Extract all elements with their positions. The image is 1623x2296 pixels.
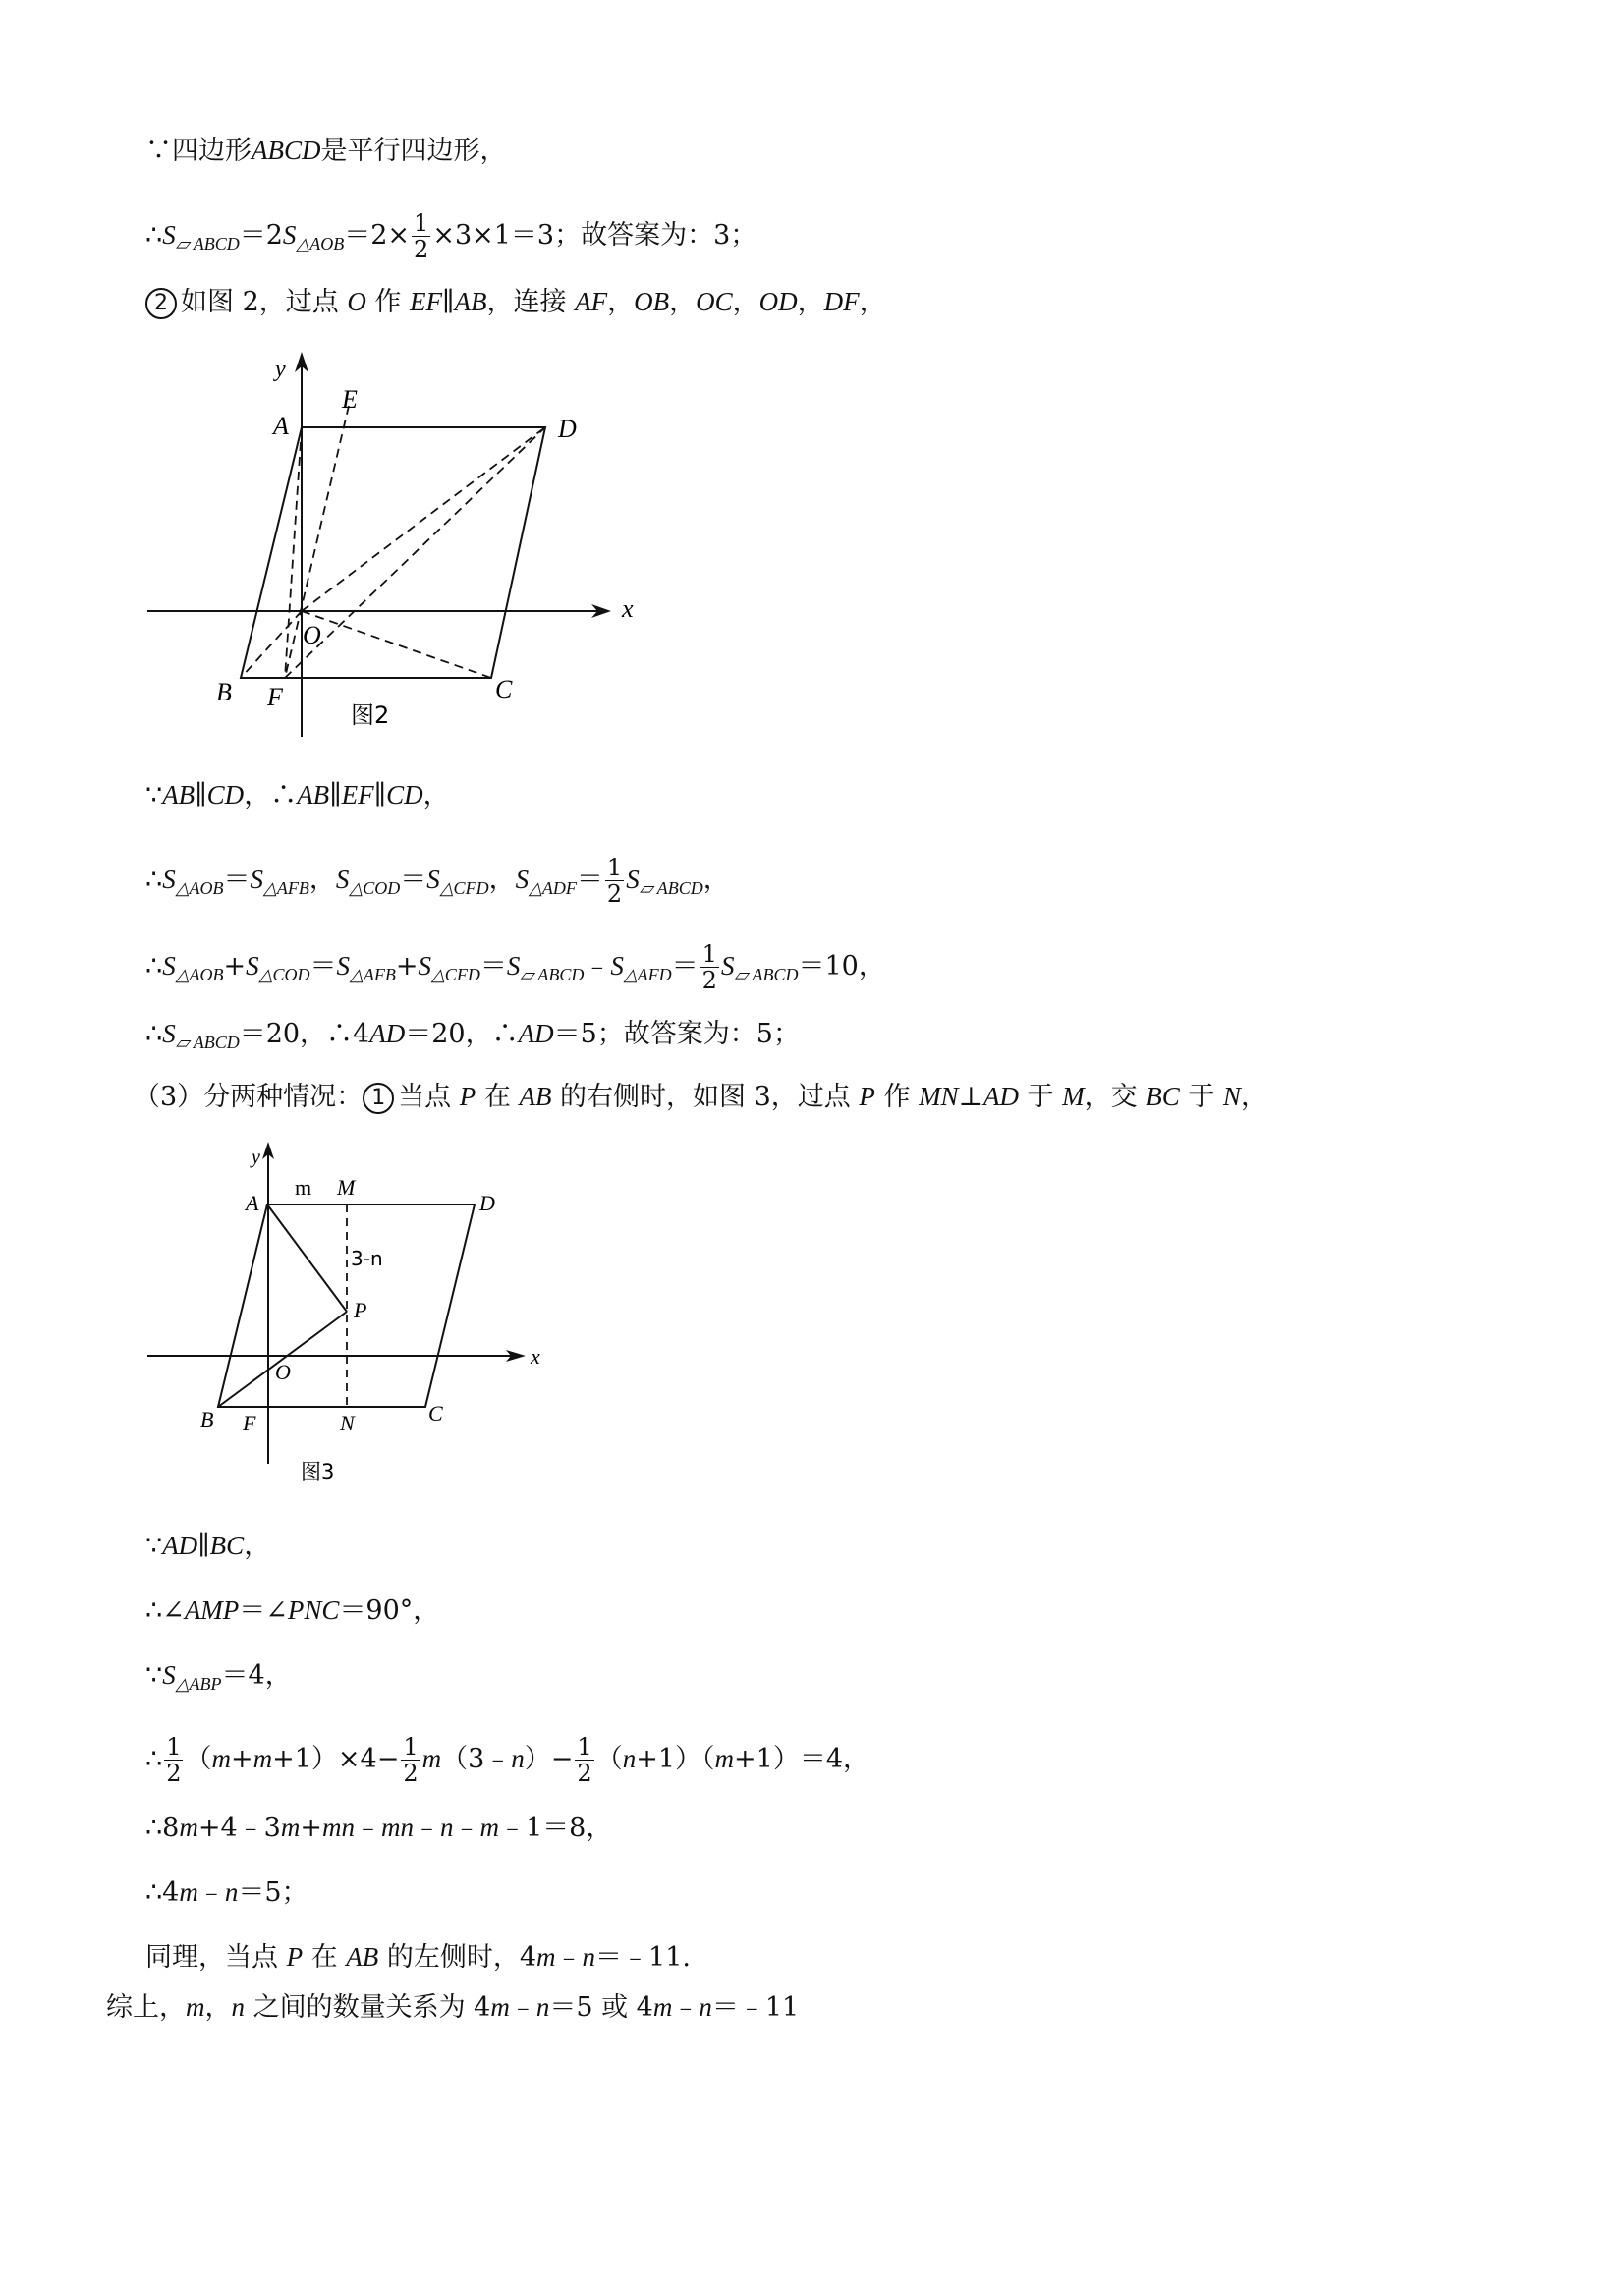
fig3-label-M: M — [337, 1175, 356, 1200]
fig2-label-B: B — [216, 678, 232, 706]
text-line-8: （3）分两种情况： 1 当点 P 在 AB 的右侧时，如图 3，过点 P 作 MN⊥AD 于 M，交 BC 于 N， — [134, 1082, 1267, 1112]
fig3-label-y: y — [252, 1147, 260, 1168]
text-line-7: $\therefore S_{▱ ABCD}=20$，∴4AD＝20，∴AD＝5；故答案为：5； — [145, 1019, 800, 1052]
fig2-label-x: x — [622, 594, 634, 623]
fig2-label-F: F — [267, 683, 283, 711]
fig2-label-C: C — [495, 675, 513, 703]
fig2-label-A: A — [273, 412, 289, 440]
text-line-6: $\therefore S_{\triangle AOB}+S_{\triangle COD}=S_{\triangle AFB}+S_{\triangle CFD}=S_{▱ ABCD}﹣S_{\triangle AFD}=$ $\frac{1}{2}$ $S_{▱ ABCD}=10$， — [145, 940, 885, 994]
text-line-15: 同理，当点 P 在 AB 的左侧时，4m﹣n＝﹣11. — [145, 1942, 691, 1973]
fig3-label-D: D — [479, 1191, 495, 1215]
text-line-12: ∴ $\frac{1}{2}$ （m+m+1）×4− $\frac{1}{2}$ m（3﹣n）− $\frac{1}{2}$ （n+1）（m+1）＝4， — [145, 1733, 869, 1787]
fig3-label-B: B — [200, 1407, 214, 1431]
fig3-label-N: N — [340, 1411, 355, 1435]
text-line-14: ∴4m﹣n＝5； — [145, 1877, 308, 1908]
fig3-label-O: O — [275, 1360, 291, 1384]
text-line-9: ∵AD∥BC， — [145, 1531, 271, 1561]
text-line-4: ∵AB∥CD，∴AB∥EF∥CD， — [145, 780, 450, 811]
figure-2 — [147, 349, 648, 742]
fig2-label-O: O — [303, 621, 321, 649]
fig3-label-A: A — [246, 1191, 259, 1215]
fig3-label-x: x — [531, 1344, 540, 1369]
text-line-10: ∴∠AMP＝∠PNC＝90°， — [145, 1596, 440, 1626]
fig3-label-P: P — [354, 1298, 367, 1322]
fig2-label-E: E — [342, 385, 358, 414]
fig2-label-y: y — [275, 357, 286, 382]
text-line-1: ∵四边形ABCD是平行四边形， — [145, 136, 507, 166]
figure-3 — [147, 1140, 560, 1493]
text-line-11: $\because S_{\triangle ABP}=4$， — [145, 1660, 292, 1694]
text-line-5: $\therefore S_{\triangle AOB}=S_{\triangle AFB}$，$S_{\triangle COD}=S_{\triangle CFD}$，$S_{\triangle ADF}=$ $\frac{1}{2}$ $S_{▱ ABCD}$， — [145, 854, 730, 908]
text-line-3: 2 如图 2，过点 O 作 EF∥AB，连接 AF，OB，OC，OD，DF， — [145, 285, 886, 319]
fig3-label-F: F — [243, 1411, 256, 1435]
fig2-caption: 图2 — [351, 701, 390, 729]
fig3-label-m: m — [295, 1175, 312, 1200]
fig3-caption: 图3 — [301, 1460, 335, 1484]
text-line-16: 综上，m，n 之间的数量关系为 4m﹣n＝5 或 4m﹣n＝﹣11 — [106, 1992, 800, 2023]
fig3-label-3-n: 3-n — [351, 1247, 383, 1270]
text-line-13: ∴8m+4﹣3m+mn﹣mn﹣n﹣m﹣1＝8， — [145, 1813, 613, 1843]
text-line-2: $\therefore S_{▱ ABCD}=2S_{\triangle AOB}=2\times$ $\frac{1}{2}$ ×3×1＝3；故答案为：3； — [145, 209, 757, 263]
fig2-label-D: D — [558, 415, 577, 443]
fig3-label-C: C — [428, 1401, 443, 1426]
